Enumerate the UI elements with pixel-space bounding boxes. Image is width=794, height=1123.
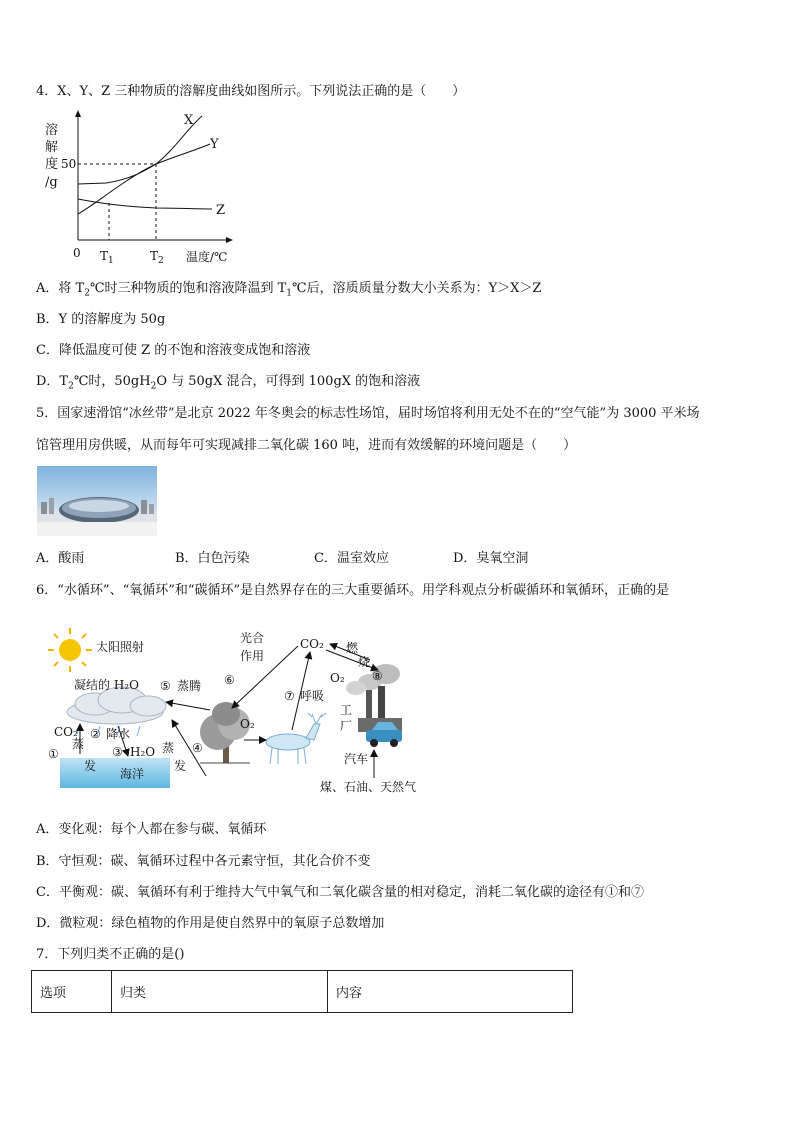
- q6-option-b[interactable]: B．守恒观：碳、氧循环过程中各元素守恒，其化合价不变: [36, 854, 371, 869]
- solubility-chart: [36, 106, 256, 266]
- co2-top-label: CO₂: [300, 637, 324, 651]
- y-tick-50: 50: [61, 157, 77, 171]
- h2o-label: H₂O: [130, 745, 156, 759]
- factory-label-1: 工: [340, 703, 353, 717]
- sun-label: 太阳照射: [96, 640, 145, 654]
- tree-icon: [200, 702, 250, 763]
- o2-factory-label: O₂: [330, 671, 345, 685]
- cloud-icon: [67, 687, 166, 724]
- o2-tree-label: O₂: [240, 717, 255, 731]
- q5-option-d[interactable]: D．臭氧空洞: [453, 551, 529, 566]
- header-category: 归类: [112, 971, 328, 1013]
- ocean-icon: [60, 758, 170, 788]
- q6-option-a[interactable]: A．变化观：每个人都在参与碳、氧循环: [36, 822, 267, 837]
- x-axis-arrow: [226, 237, 233, 243]
- ocean-label: 海洋: [120, 767, 145, 781]
- burn-label-2: 烧: [358, 655, 371, 669]
- n8-label: ⑧: [372, 669, 383, 683]
- q5-option-c[interactable]: C．温室效应: [314, 551, 389, 566]
- q7-table: [31, 970, 573, 1013]
- q4-option-b[interactable]: B．Y 的溶解度为 50g: [36, 312, 166, 327]
- series-label-y: Y: [210, 137, 219, 152]
- n6-label: ⑥: [224, 673, 235, 687]
- steam-left-2: 发: [84, 759, 97, 773]
- steam-left-1: 蒸: [72, 737, 85, 751]
- burn-label-1: 燃: [346, 641, 359, 655]
- stadium-photo: [37, 466, 157, 536]
- q7-stem: 7．下列归类不正确的是(): [36, 947, 185, 962]
- n2-label: ②: [90, 727, 101, 741]
- n1-label: ①: [48, 747, 59, 761]
- steam-right-1: 蒸: [162, 741, 175, 755]
- q4-option-d[interactable]: D．$T_2℃$时，$50gH_2O$ 与 50gX 混合，可得到 100gX 的饱和溶液: [36, 374, 421, 392]
- evap-label: 蒸腾: [177, 679, 202, 693]
- n4-label: ④: [192, 741, 203, 755]
- y-label-1: 溶: [45, 123, 59, 138]
- co2-left-label: CO₂: [54, 725, 78, 739]
- origin-label: 0: [73, 246, 81, 260]
- fuel-label: 煤、石油、天然气: [320, 780, 417, 794]
- photo-label-1: 光合: [240, 631, 265, 645]
- q4-option-c[interactable]: C．降低温度可使 Z 的不饱和溶液变成饱和溶液: [36, 343, 311, 358]
- car-label: 汽车: [344, 752, 369, 766]
- cycle-diagram: [40, 622, 460, 802]
- table-header-row: [32, 971, 573, 1013]
- n3-label: ③: [112, 745, 123, 759]
- deer-icon: [266, 713, 326, 764]
- series-label-x: X: [184, 113, 194, 128]
- x-tick-t2: $T_2$: [150, 249, 164, 266]
- q6-stem: 6．“水循环”、“氧循环”和“碳循环”是自然界存在的三大重要循环。用学科观点分析碳循环和氧循环，正确的是: [36, 583, 670, 598]
- n7-label: ⑦: [284, 689, 295, 703]
- q6-option-d[interactable]: D．微粒观：绿色植物的作用是使自然界中的氧原子总数增加: [36, 916, 385, 931]
- arrow-tree-to-cloud: [166, 702, 210, 710]
- rain-label: 降水: [106, 727, 131, 741]
- y-label-2: 解: [45, 140, 59, 155]
- series-label-z: Z: [216, 203, 226, 218]
- q5-line-1: 5．国家速滑馆“冰丝带”是北京 2022 年冬奥会的标志性场馆，届时场馆将利用无处不在的“空气能”为 3000 平米场: [36, 406, 700, 421]
- q4-option-a[interactable]: A．将 $T_2℃$时三种物质的饱和溶液降温到 $T_1℃$后，溶质质量分数大小关系为：Y＞X＞Z: [36, 281, 542, 299]
- x-tick-t1: $T_1$: [100, 249, 114, 266]
- y-axis-arrow: [75, 110, 81, 117]
- x-axis-label: 温度/℃: [186, 250, 228, 264]
- curve-y: [78, 144, 210, 214]
- frozen-label: 凝结的 H₂O: [74, 678, 139, 692]
- q5-line-2: 馆管理用房供暖，从而每年可实现减排二氧化碳 160 吨，进而有效缓解的环境问题是（ ）: [36, 438, 577, 453]
- steam-right-2: 发: [174, 759, 187, 773]
- header-option: 选项: [32, 971, 112, 1013]
- sun-icon: [48, 628, 92, 672]
- y-label-3: 度: [45, 157, 59, 172]
- header-content: 内容: [328, 971, 573, 1013]
- y-label-4: /g: [45, 175, 58, 190]
- q5-option-b[interactable]: B．白色污染: [175, 551, 250, 566]
- photo-label-2: 作用: [240, 649, 265, 663]
- q5-option-a[interactable]: A．酸雨: [36, 551, 85, 566]
- evap-num: ⑤: [160, 679, 171, 693]
- q6-option-c[interactable]: C．平衡观：碳、氧循环有利于维持大气中氧气和二氧化碳含量的相对稳定，消耗二氧化碳的途径有①和⑦: [36, 885, 644, 900]
- factory-label-2: 厂: [340, 719, 353, 733]
- q4-stem: 4．X、Y、Z 三种物质的溶解度曲线如图所示。下列说法正确的是（ ）: [36, 84, 466, 99]
- breath-label: 呼吸: [300, 689, 325, 703]
